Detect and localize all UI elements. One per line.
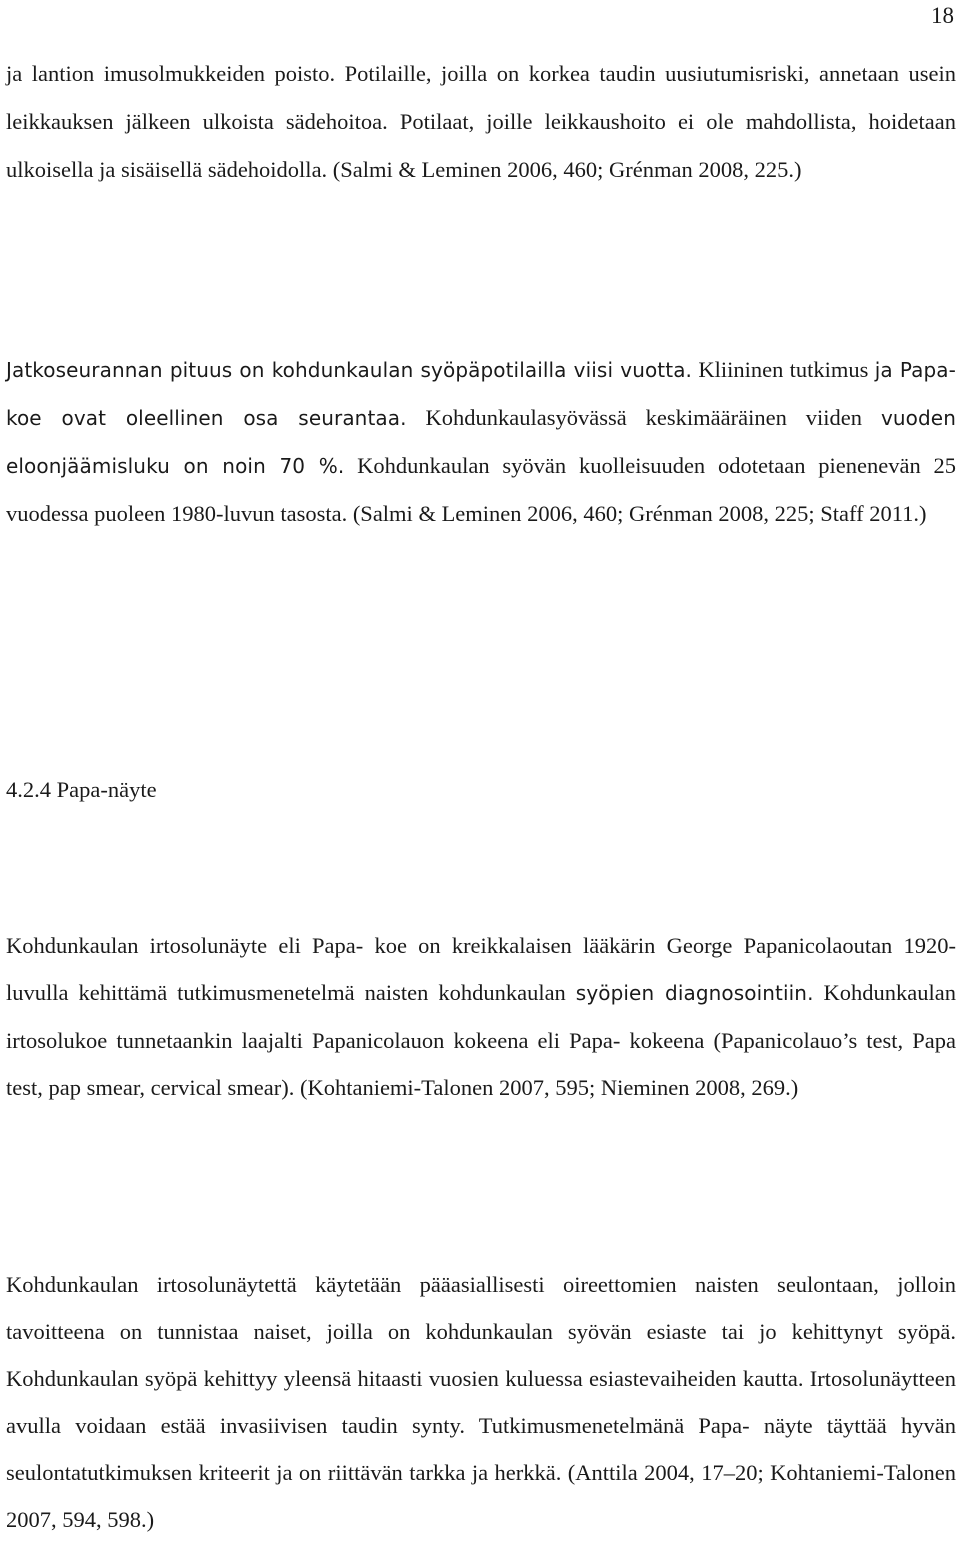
paragraph-papa-test <box>6 922 956 1111</box>
paragraph-text-segment: Kliininen tutkimus <box>692 357 875 382</box>
paragraph-text-segment: ja Papa-koe ovat oleellinen osa seurantaa. <box>6 358 956 430</box>
paragraph-text-segment: Jatkoseurannan pituus on kohdunkaulan syöpäpotilailla viisi vuotta. <box>6 358 693 382</box>
paragraph-text-segment: Kohdunkaulan irtosolukoe tunnetaankin laajalti Papanicolauon kokeena eli Papa- kokeena (Papanicolauo’s test, Papa test, pap smear, cervical smear). (Kohtaniemi-Talonen 2007, 595; Nieminen 2008, 269.) <box>6 980 956 1100</box>
paragraph-treatment <box>6 50 956 194</box>
paragraph-follow-up <box>6 346 956 538</box>
paragraph-text-segment: Kohdunkaulan irtosolunäyte eli Papa- koe on kreikkalaisen lääkärin George Papanicolaoutan 1920-luvulla kehittämä tutkimusmenetelmä naisten kohdunkaulan <box>6 933 956 1005</box>
paragraph-text-segment: vuoden eloonjäämisluku on noin 70 %. <box>6 406 956 478</box>
page-number: 18 <box>931 3 954 28</box>
paragraph-text: ja lantion imusolmukkeiden poisto. Potilaille, joilla on korkea taudin uusiutumisriski, annetaan usein leikkauksen jälkeen ulkoista sädehoitoa. Potilaat, joille leikkaushoito ei ole mahdollista, hoidetaan ulkoisella ja sisäisellä sädehoidolla. (Salmi & Leminen 2006, 460; Grénman 2008, 225.) <box>6 61 956 182</box>
paragraph-text: Kohdunkaulan irtosolunäytettä käytetään pääasiallisesti oireettomien naisten seulontaan, jolloin tavoitteena on tunnistaa naiset, joilla on kohdunkaulan syövän esiaste tai jo kehittynyt syöpä. Kohdunkaulan syöpä kehittyy yleensä hitaasti vuosien kuluessa esiastevaiheiden kautta. Irtosolunäytteen avulla voidaan estää invasiivisen taudin synty. Tutkimusmenetelmänä Papa- näyte täyttää hyvän seulontatutkimuksen kriteerit ja on riittävän tarkka ja herkkä. (Anttila 2004, 17–20; Kohtaniemi-Talonen 2007, 594, 598.) <box>6 1272 956 1532</box>
paragraph-screening <box>6 1261 956 1543</box>
section-heading: 4.2.4 Papa-näyte <box>6 777 157 802</box>
paragraph-text-segment: Kohdunkaulasyövässä keskimääräinen viiden <box>406 405 881 430</box>
paragraph-text-segment: Kohdunkaulan syövän kuolleisuuden odotetaan pienenevän 25 vuodessa puoleen 1980-luvun tasosta. (Salmi & Leminen 2006, 460; Grénman 2008, 225; Staff 2011.) <box>6 453 957 526</box>
paragraph-text-segment: syöpien diagnosointiin. <box>575 981 814 1005</box>
